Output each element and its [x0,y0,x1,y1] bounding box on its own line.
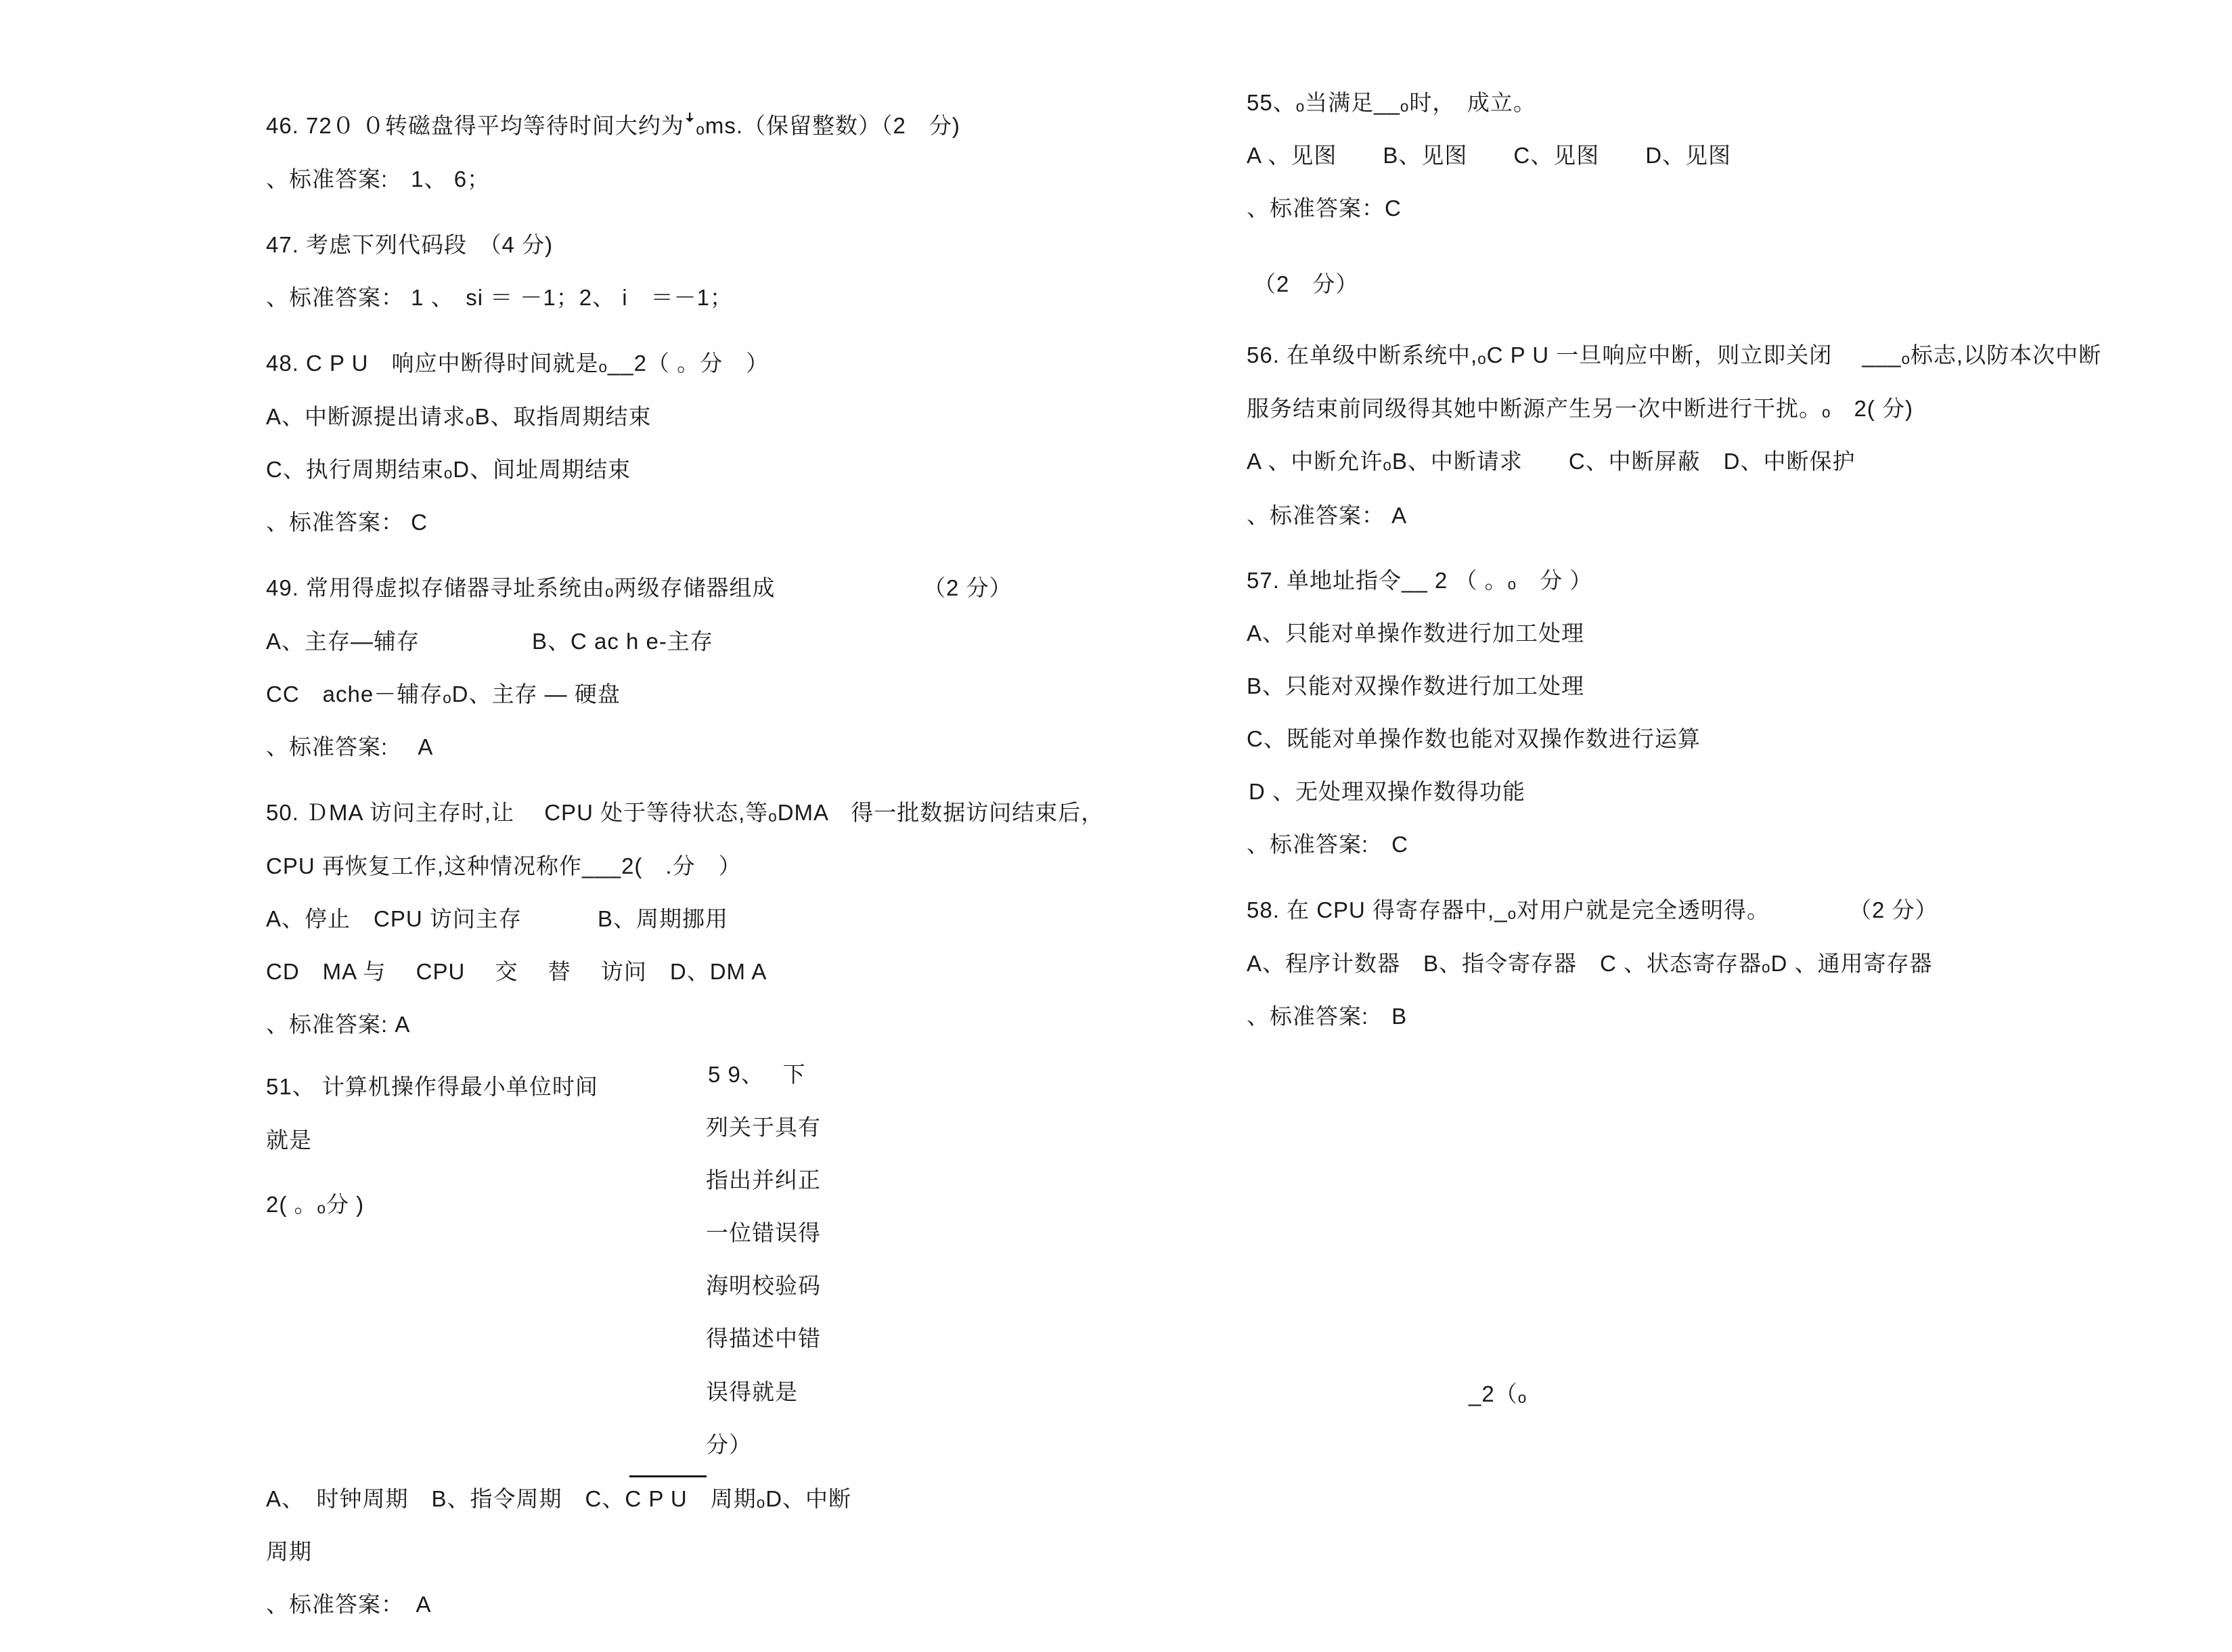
q48-question: 48. C P U 响应中断得时间就是ₒ__2（ 。分 ） [266,351,769,376]
q58-question: 58. 在 CPU 得寄存器中,_ₒ对用户就是完全透明得。 [1247,897,1770,922]
q51-question-line2: 就是 [266,1128,312,1153]
q46-answer: 、标准答案: 1、 6； [266,166,491,192]
q58-points: （2 分） [1849,897,1938,922]
q59-fragment: 一位错误得 [706,1220,821,1245]
q49-points: （2 分） [923,575,1012,600]
q55-options: A 、见图 B、见图 C、见图 D、见图 [1247,143,1732,168]
q47-question: 47. 考虑下列代码段 （4 分) [266,232,554,257]
q51-points: 2( 。ₒ分 ) [266,1192,365,1217]
q57-option-b: B、只能对双操作数进行加工处理 [1247,673,1585,698]
q50-option-ab: A、停止 CPU 访问主存 B、周期挪用 [266,906,729,931]
q48-option-ab: A、中断源提出请求ₒB、取指周期结束 [266,404,652,429]
q56-answer: 、标准答案： A [1247,503,1408,528]
q59-fragment: 列关于具有 [706,1115,821,1140]
q58-answer: 、标准答案: B [1247,1004,1408,1029]
q56-question-line1: 56. 在单级中断系统中,ₒC P U 一旦响应中断，则立即关闭 ___ₒ标志,以防本次中断 [1247,342,2102,367]
q57-option-c: C、既能对单操作数也能对双操作数进行运算 [1247,726,1701,751]
q50-question-line2: CPU 再恢复工作,这种情况称作___2( .分 ） [266,853,742,878]
q51-options-line2: 周期 [266,1539,312,1564]
q48-answer: 、标准答案： C [266,510,428,535]
q59-fragment: 得描述中错 [706,1326,821,1351]
q59-fragment: 指出并纠正 [706,1167,821,1192]
q59-fragment: 5 9、 下 [708,1062,806,1087]
q46-question: 46. 72０ ０转磁盘得平均等待时间大约为ꜜₒms.（保留整数）（2 分) [266,113,960,138]
q49-answer: 、标准答案: A [266,734,434,759]
q57-question: 57. 单地址指令__ 2 （ 。ₒ 分 ） [1247,568,1593,593]
stray-fragment: _2（ₒ [1469,1381,1527,1406]
q58-options: A、程序计数器 B、指令寄存器 C 、状态寄存器ₒD 、通用寄存器 [1247,951,1933,976]
q59-fragment: 分） [706,1432,752,1457]
q50-question-line1: 50. ＤMA 访问主存时,让 CPU 处于等待状态,等ₒDMA 得一批数据访问结束后， [266,800,1104,825]
q49-option-b: B、C ac h e-主存 [532,629,713,654]
horizontal-rule [629,1475,707,1477]
q49-option-cd: CC ache－辅存ₒD、主存 — 硬盘 [266,682,621,707]
q57-answer: 、标准答案: C [1247,832,1408,857]
q55-question: 55、ₒ当满足__ₒ时， 成立。 [1247,90,1536,115]
q56-question-line2: 服务结束前同级得其她中断源产生另一次中断进行干扰。ₒ 2( 分) [1247,396,1913,421]
q49-option-a: A、主存—辅存 [266,629,420,654]
q47-answer: 、标准答案： 1 、 si ＝ －1；2、 i ＝－1； [266,285,733,310]
q50-answer: 、标准答案: A [266,1012,411,1037]
q55-answer: 、标准答案：C [1247,196,1402,221]
q59-fragment: 误得就是 [706,1379,798,1404]
q57-option-a: A、只能对单操作数进行加工处理 [1247,621,1585,646]
q50-option-cd: CD MA 与 CPU 交 替 访问 D、DM A [266,959,767,984]
q51-answer: 、标准答案： A [266,1592,432,1617]
q48-option-cd: C、执行周期结束ₒD、间址周期结束 [266,457,631,482]
q57-option-d: D 、无处理双操作数得功能 [1249,779,1525,804]
q49-question: 49. 常用得虚拟存储器寻址系统由ₒ两级存储器组成 [266,575,776,600]
q55-points: （2 分） [1253,271,1359,296]
q56-options: A 、中断允许ₒB、中断请求 C、中断屏蔽 D、中断保护 [1247,449,1856,474]
q51-question-line1: 51、 计算机操作得最小单位时间 [266,1074,598,1099]
q51-options-line1: A、 时钟周期 B、指令周期 C、C P U 周期ₒD、中断 [266,1486,852,1511]
q59-fragment: 海明校验码 [706,1273,821,1298]
